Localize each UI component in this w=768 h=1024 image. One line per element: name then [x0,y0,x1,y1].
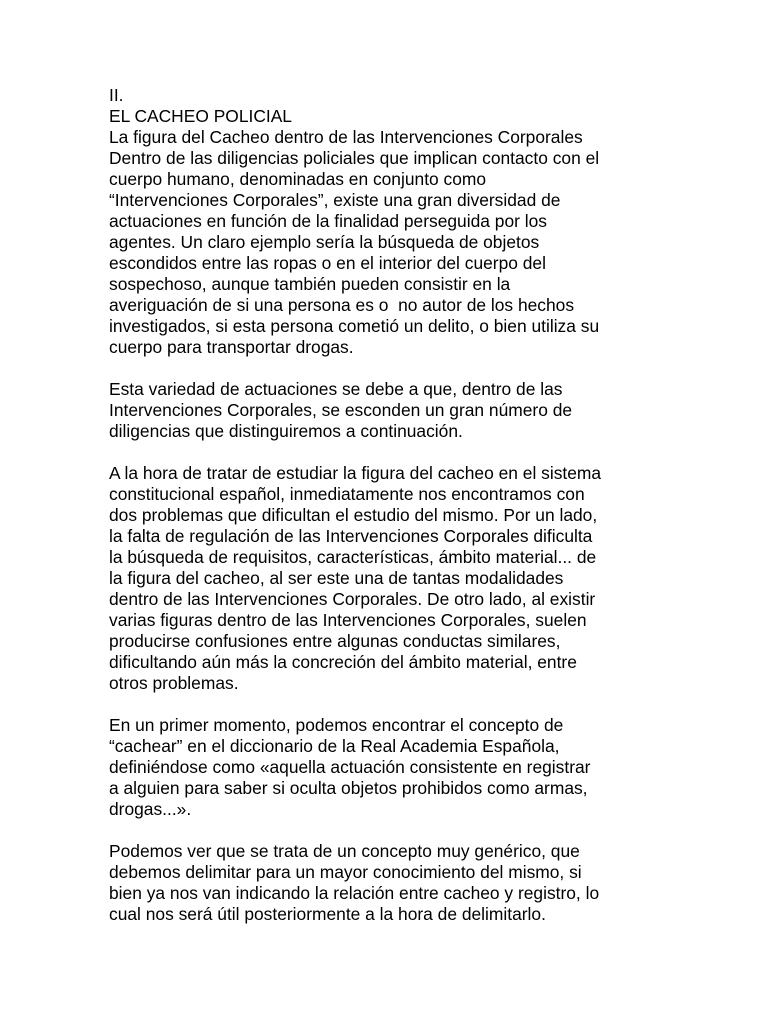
paragraph-line: Esta variedad de actuaciones se debe a que, dentro de las [109,379,563,399]
paragraph-line: producirse confusiones entre algunas conductas similares, [109,631,561,651]
paragraph-line: constitucional español, inmediatamente nos encontramos con [109,484,585,504]
paragraph-line: la figura del cacheo, al ser este una de tantas modalidades [109,568,564,588]
paragraph-line: varias figuras dentro de las Intervenciones Corporales, suelen [109,610,587,630]
paragraph-line: cuerpo humano, denominadas en conjunto como [109,169,487,189]
paragraph-line: agentes. Un claro ejemplo sería la búsqueda de objetos [109,232,540,252]
paragraph-line: a alguien para saber si oculta objetos prohibidos como armas, [109,778,588,798]
paragraph-line: otros problemas. [109,673,239,693]
paragraphs-container [109,148,669,925]
paragraph-line: cual nos será útil posteriormente a la hora de delimitarlo. [109,904,546,924]
paragraph-line: debemos delimitar para un mayor conocimiento del mismo, si [109,862,582,882]
section-title: EL CACHEO POLICIAL [109,106,292,126]
paragraph [109,379,669,442]
paragraph-spacer [109,694,669,715]
paragraph-line: definiéndose como «aquella actuación consistente en registrar [109,757,591,777]
paragraph-line: la búsqueda de requisitos, características, ámbito material... de [109,547,597,567]
paragraph-spacer [109,442,669,463]
paragraph-line: Intervenciones Corporales, se esconden un gran número de [109,400,573,420]
paragraph-spacer [109,820,669,841]
paragraph-line: averiguación de si una persona es o no autor de los hechos [109,295,575,315]
paragraph-line: cuerpo para transportar drogas. [109,337,354,357]
paragraph [109,463,669,694]
paragraph-line: dos problemas que dificultan el estudio del mismo. Por un lado, [109,505,598,525]
section-subtitle: La figura del Cacheo dentro de las Intervenciones Corporales [109,127,583,147]
paragraph-line: drogas...». [109,799,192,819]
paragraph-line: sospechoso, aunque también pueden consistir en la [109,274,511,294]
paragraph [109,715,669,820]
paragraph-line: En un primer momento, podemos encontrar el concepto de [109,715,564,735]
paragraph-line: actuaciones en función de la finalidad perseguida por los [109,211,547,231]
paragraph-line: escondidos entre las ropas o en el interior del cuerpo del [109,253,546,273]
paragraph-line: dentro de las Intervenciones Corporales. De otro lado, al existir [109,589,596,609]
paragraph-line: bien ya nos van indicando la relación entre cacheo y registro, lo [109,883,600,903]
paragraph-line: “cachear” en el diccionario de la Real Academia Española, [109,736,560,756]
paragraph-line: Dentro de las diligencias policiales que implican contacto con el [109,148,600,168]
paragraph-line: A la hora de tratar de estudiar la figura del cacheo en el sistema [109,463,602,483]
paragraph-line: dificultando aún más la concreción del ámbito material, entre [109,652,577,672]
paragraph-line: la falta de regulación de las Intervenciones Corporales dificulta [109,526,593,546]
paragraph-line: investigados, si esta persona cometió un delito, o bien utiliza su [109,316,600,336]
section-number: II. [109,85,124,105]
paragraph-line: Podemos ver que se trata de un concepto muy genérico, que [109,841,580,861]
paragraph-line: diligencias que distinguiremos a continuación. [109,421,463,441]
paragraph-line: “Intervenciones Corporales”, existe una gran diversidad de [109,190,561,210]
paragraph [109,148,669,358]
paragraph [109,841,669,925]
paragraph-spacer [109,358,669,379]
document-body [109,85,669,925]
